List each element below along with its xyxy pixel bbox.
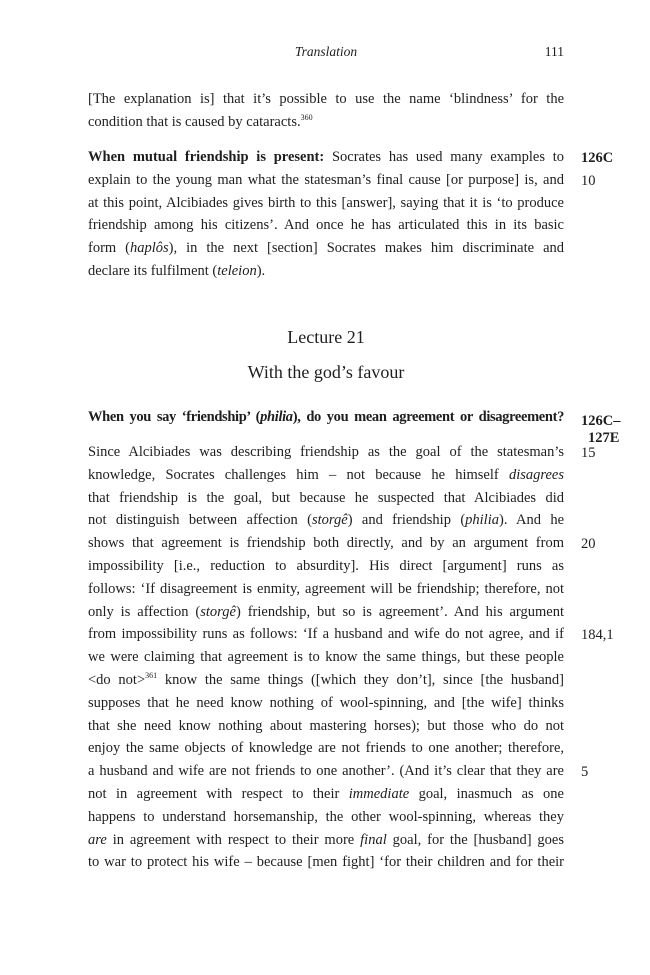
- text-line: When mutual friendship is present: Socrates has used many examples to: [88, 149, 565, 165]
- margin-line-number: 15: [581, 445, 596, 461]
- text-line: knowledge, Socrates challenges him – not because he himself disagrees: [88, 466, 564, 483]
- margin-line-number: 20: [581, 536, 596, 552]
- margin-reference: 126C–: [581, 413, 621, 429]
- text-line: condition that is caused by cataracts.$^{360}$: [88, 112, 313, 130]
- text-line: at this point, Alcibiades gives birth to this [answer], saying that it is ‘to produce: [88, 194, 564, 211]
- text-line: impossibility [i.e., reduction to absurdity]. His direct [argument] runs as: [88, 557, 564, 574]
- text-line: that friendship is the goal, but because he suspected that Alcibiades did: [88, 489, 564, 506]
- text-line: not in agreement with respect to their immediate goal, inasmuch as one: [88, 785, 564, 802]
- text-line: that she need know nothing about mastering horses); but those who do not: [88, 717, 564, 734]
- text-line: are in agreement with respect to their more final goal, for the [husband] goes: [88, 831, 565, 848]
- text-line: from impossibility runs as follows: ‘If a husband and wife do not agree, and if: [88, 626, 564, 643]
- text-line: not distinguish between affection (storgê) and friendship (philia). And he: [88, 512, 565, 529]
- margin-reference: 126C: [581, 150, 614, 166]
- text-line: supposes that he need know nothing of wool-spinning, and [the wife] thinks: [88, 694, 564, 711]
- lemma: When mutual friendship is present:: [88, 149, 325, 165]
- paragraph-mutual-friendship: [88, 146, 564, 283]
- text-line: only is affection (storgê) friendship, but so is agreement’. And his argument: [88, 603, 564, 620]
- text-line: <do not>$^{361}$ know the same things ([which they don’t], since [the husband]: [88, 670, 564, 688]
- text-line: shows that agreement is friendship both directly, and by an argument from: [88, 535, 564, 552]
- text-line: Since Alcibiades was describing friendship as the goal of the statesman’s: [88, 444, 564, 460]
- text-line: form (haplôs), in the next [section] Socrates makes him discriminate and: [88, 240, 564, 257]
- text-line: happens to understand horsemanship, the other wool-spinning, whereas they: [88, 808, 564, 825]
- running-head: [88, 44, 564, 64]
- text-line: a husband and wife are not friends to one another’. (And it’s clear that they are: [88, 763, 564, 780]
- margin-line-number: 5: [581, 764, 589, 780]
- text-line: enjoy the same objects of knowledge are not friends to one another; therefore,: [88, 740, 564, 757]
- margin-reference: 127E: [588, 430, 620, 446]
- text-line: [The explanation is] that it’s possible to use the name ‘blindness’ for the: [88, 91, 564, 107]
- text-line: follows: ‘If disagreement is enmity, agreement will be friendship; therefore, not: [88, 580, 564, 597]
- paragraph-friendship: [88, 441, 564, 874]
- text-line: we were claiming that agreement is to know the same things, but these people: [88, 649, 564, 666]
- text-line: to war to protect his wife – because [men fight] ‘for their children and for their: [88, 854, 564, 871]
- paragraph-cataracts: [88, 88, 564, 134]
- lecture-subtitle: With the god’s favour: [247, 362, 405, 382]
- text-line: declare its fulfilment (teleion).: [88, 262, 266, 279]
- lecture-number: Lecture 21: [287, 327, 365, 347]
- running-title: Translation: [294, 44, 358, 59]
- footnote-ref[interactable]: 360: [300, 112, 313, 122]
- margin-line-number: 10: [581, 173, 596, 189]
- lemma-heading: When you say ‘friendship’ (philia), do you mean agreement or disagreement?: [88, 409, 564, 425]
- text-line: explain to the young man what the statesman’s final cause [or purpose] is, and: [88, 171, 564, 188]
- footnote-ref[interactable]: 361: [145, 670, 158, 680]
- margin-line-number: 184,1: [581, 627, 614, 643]
- page-number: 111: [544, 44, 564, 59]
- text-line: friendship among his citizens’. And once he has articulated this in its basic: [88, 217, 564, 234]
